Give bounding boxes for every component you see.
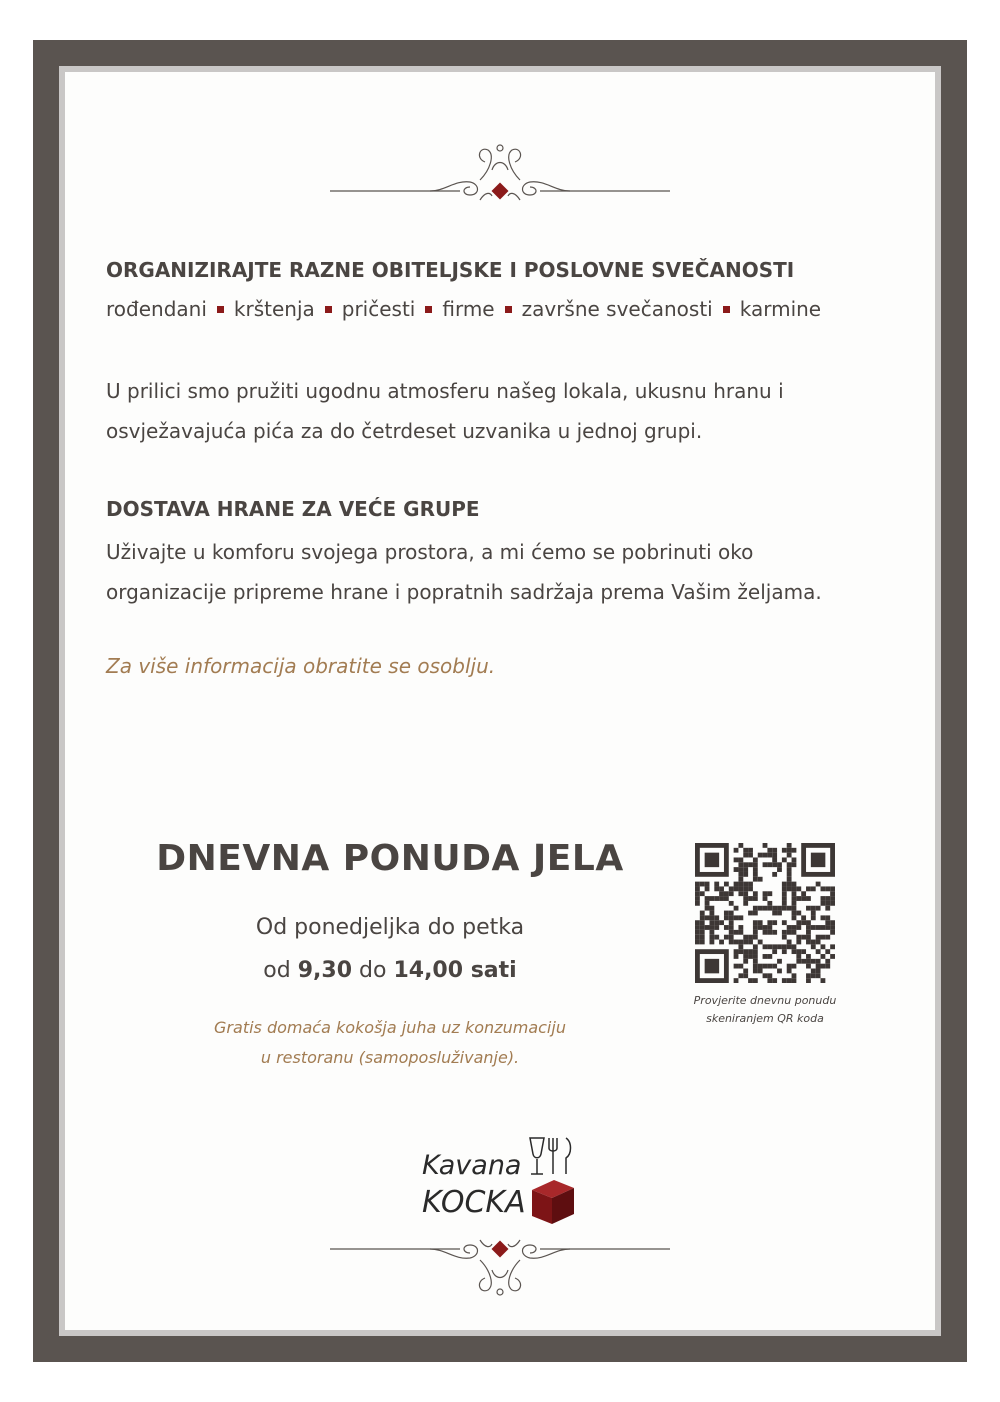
event-type: krštenja <box>233 297 315 321</box>
daily-offer-days: Od ponedjeljka do petka <box>255 915 525 940</box>
qr-caption-line: Provjerite dnevnu ponudu <box>693 994 837 1007</box>
bullet-icon <box>325 306 332 313</box>
delivery-heading: DOSTAVA HRANE ZA VEĆE GRUPE <box>106 497 480 521</box>
event-type: karmine <box>739 297 822 321</box>
cube-icon <box>532 1180 574 1224</box>
info-note: Za više informacija obratite se osoblju. <box>106 654 496 678</box>
ornament-top-icon <box>330 140 670 210</box>
logo-text-line2: KOCKA <box>422 1185 526 1220</box>
events-heading: ORGANIZIRAJTE RAZNE OBITELJSKE I POSLOVNE SVEČANOSTI <box>106 258 795 282</box>
event-type: rođendani <box>106 297 207 321</box>
paragraph-line: organizacije pripreme hrane i popratnih sadržaja prema Vašim željama. <box>106 580 822 604</box>
bullet-icon <box>425 306 432 313</box>
gratis-note <box>90 1013 690 1073</box>
bullet-icon <box>505 306 512 313</box>
qr-caption-line: skeniranjem QR koda <box>706 1012 824 1025</box>
event-type: završne svečanosti <box>521 297 713 321</box>
bullet-icon <box>217 306 224 313</box>
event-type: firme <box>442 297 495 321</box>
gratis-line: Gratis domaća kokošja juha uz konzumaciju <box>214 1018 566 1037</box>
kavana-kocka-logo <box>420 1132 585 1227</box>
ornament-bottom-icon <box>330 1232 670 1302</box>
hours-prefix: od <box>263 958 291 983</box>
paragraph-line: Uživajte u komforu svojega prostora, a mi ćemo se pobrinuti oko <box>106 540 754 564</box>
paragraph-line: U prilici smo pružiti ugodnu atmosferu našeg lokala, ukusnu hranu i <box>106 379 784 403</box>
daily-offer-hours <box>90 958 690 983</box>
bullet-icon <box>723 306 730 313</box>
events-paragraph <box>106 371 906 451</box>
glass-fork-knife-icon <box>530 1138 571 1174</box>
delivery-paragraph <box>106 532 906 612</box>
event-types-list <box>106 297 821 321</box>
qr-caption <box>660 992 870 1028</box>
gratis-line: u restoranu (samoposluživanje). <box>260 1048 520 1067</box>
qr-code-icon[interactable] <box>695 843 835 983</box>
paragraph-line: osvježavajuća pića za do četrdeset uzvanika u jednoj grupi. <box>106 419 703 443</box>
hours-to: 14,00 sati <box>393 958 517 983</box>
hours-from: 9,30 <box>297 958 353 983</box>
hours-mid: do <box>359 958 387 983</box>
event-type: pričesti <box>341 297 416 321</box>
logo-text-line1: Kavana <box>422 1150 522 1181</box>
daily-offer-title: DNEVNA PONUDA JELA <box>156 838 624 879</box>
